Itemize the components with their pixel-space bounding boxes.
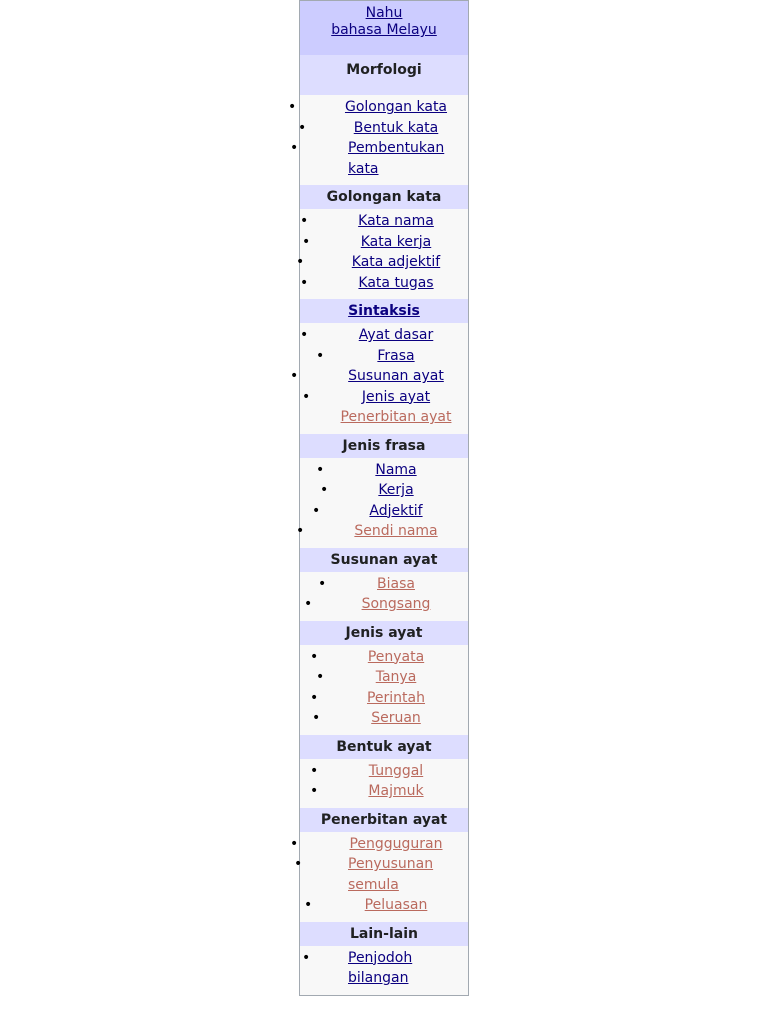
link-kata-nama[interactable]: Kata nama	[358, 213, 434, 229]
bullet-icon: •	[310, 689, 319, 706]
section-heading-susunan-ayat: Susunan ayat	[300, 548, 468, 572]
link-tanya[interactable]: Tanya	[375, 669, 417, 685]
link-kata-kerja[interactable]: Kata kerja	[360, 233, 432, 250]
link-susunan-ayat[interactable]: Susunan ayat	[348, 368, 444, 384]
section-heading-penerbitan-ayat: Penerbitan ayat	[300, 808, 468, 832]
navbox-title-link[interactable]	[302, 5, 466, 39]
link-seruan[interactable]: Seruan	[371, 710, 421, 726]
list-item	[300, 480, 468, 501]
link-kata-adjektif[interactable]: Kata adjektif	[351, 254, 441, 270]
list-item	[300, 594, 468, 615]
link-tunggal[interactable]: Tunggal	[368, 762, 424, 779]
link-pembentukan-kata[interactable]: Pembentukan kata	[348, 140, 445, 177]
bullet-icon: •	[300, 327, 309, 343]
bullet-icon: •	[290, 140, 299, 156]
list-item	[290, 834, 468, 855]
list-item	[300, 895, 468, 916]
list-item	[296, 521, 468, 542]
list-item	[290, 138, 468, 179]
link-pengguguran[interactable]: Pengguguran	[349, 835, 443, 852]
grammar-navbox	[288, 0, 469, 996]
bullet-icon: •	[302, 388, 311, 405]
link-songsang[interactable]: Songsang	[361, 596, 431, 612]
link-perintah[interactable]: Perintah	[366, 689, 426, 706]
link-penerbitan-ayat[interactable]: Penerbitan ayat	[340, 409, 452, 425]
bullet-icon: •	[298, 119, 307, 136]
bullet-icon: •	[290, 835, 299, 852]
navbox-title	[300, 1, 468, 55]
section-heading-bentuk-ayat: Bentuk ayat	[300, 735, 468, 759]
sintaksis-heading-link[interactable]: Sintaksis	[348, 303, 420, 319]
link-majmuk[interactable]: Majmuk	[368, 783, 424, 799]
list-item	[300, 948, 468, 989]
bullet-icon: •	[310, 762, 319, 779]
bullet-icon: •	[316, 669, 325, 685]
link-penyusunan-semula[interactable]: Penyusunan semula	[348, 856, 434, 893]
list-item	[300, 501, 468, 522]
bullet-icon: •	[290, 368, 299, 384]
bullet-icon: •	[316, 347, 325, 364]
section-list-morfologi	[288, 95, 468, 185]
link-peluasan[interactable]: Peluasan	[364, 897, 428, 913]
bullet-icon: •	[310, 783, 319, 799]
list-item	[290, 366, 468, 387]
list-item	[300, 647, 468, 668]
list-item	[300, 688, 468, 709]
bullet-icon: •	[300, 274, 309, 291]
bullet-icon: •	[310, 648, 319, 665]
link-biasa[interactable]: Biasa	[377, 575, 415, 592]
link-bentuk-kata[interactable]: Bentuk kata	[353, 119, 439, 136]
bullet-icon: •	[300, 213, 309, 229]
section-heading-morfologi: Morfologi	[300, 55, 468, 95]
bullet-icon: •	[302, 233, 311, 250]
section-list-susunan-ayat	[300, 572, 468, 621]
link-jenis-ayat[interactable]: Jenis ayat	[361, 388, 431, 405]
bullet-icon: •	[294, 856, 303, 872]
link-kerja[interactable]: Kerja	[378, 482, 414, 498]
navbox-title-line1: Nahu	[365, 5, 403, 21]
list-item	[300, 346, 468, 367]
link-kata-tugas[interactable]: Kata tugas	[358, 274, 434, 291]
bullet-icon: •	[320, 482, 329, 498]
section-heading-jenis-ayat: Jenis ayat	[300, 621, 468, 645]
bullet-icon: •	[316, 461, 325, 478]
section-list-penerbitan-ayat	[290, 832, 468, 922]
section-list-jenis-frasa	[296, 458, 468, 548]
list-item	[294, 854, 468, 895]
section-list-jenis-ayat	[300, 645, 468, 735]
list-item	[300, 708, 468, 729]
list-item	[300, 118, 468, 139]
link-penjodoh-bilangan[interactable]: Penjodoh bilangan	[348, 949, 413, 986]
list-item	[300, 387, 468, 408]
bullet-icon: •	[302, 949, 311, 966]
link-frasa[interactable]: Frasa	[377, 347, 415, 364]
bullet-icon: •	[304, 596, 313, 612]
link-adjektif[interactable]: Adjektif	[369, 502, 423, 519]
link-golongan-kata[interactable]: Golongan kata	[344, 99, 448, 115]
list-item	[296, 252, 468, 273]
list-item	[300, 211, 468, 232]
section-heading-jenis-frasa: Jenis frasa	[300, 434, 468, 458]
list-item	[300, 460, 468, 481]
bullet-icon: •	[312, 502, 321, 519]
bullet-icon: •	[312, 710, 321, 726]
list-item	[300, 325, 468, 346]
section-list-golongan-kata	[296, 209, 468, 299]
navbox-title-line2: bahasa Melayu	[331, 22, 437, 38]
bullet-icon: •	[296, 523, 305, 539]
link-sendi-nama[interactable]: Sendi nama	[354, 523, 438, 539]
section-heading-sintaksis	[300, 299, 468, 323]
section-list-lain-lain	[300, 946, 468, 995]
bullet-icon: •	[296, 254, 305, 270]
list-item	[300, 667, 468, 688]
link-ayat-dasar[interactable]: Ayat dasar	[358, 327, 434, 343]
bullet-icon: •	[288, 99, 297, 115]
link-penyata[interactable]: Penyata	[367, 648, 425, 665]
list-item	[300, 232, 468, 253]
list-item	[300, 761, 468, 782]
bullet-icon: •	[304, 897, 313, 913]
section-list-sintaksis	[290, 323, 468, 434]
list-item	[300, 781, 468, 802]
bullet-icon: •	[318, 575, 327, 592]
list-item	[300, 574, 468, 595]
list-item	[288, 97, 468, 118]
section-list-bentuk-ayat	[300, 759, 468, 808]
section-heading-golongan-kata: Golongan kata	[300, 185, 468, 209]
list-item	[300, 407, 468, 428]
section-heading-lain-lain: Lain-lain	[300, 922, 468, 946]
link-nama[interactable]: Nama	[375, 461, 417, 478]
list-item	[300, 273, 468, 294]
